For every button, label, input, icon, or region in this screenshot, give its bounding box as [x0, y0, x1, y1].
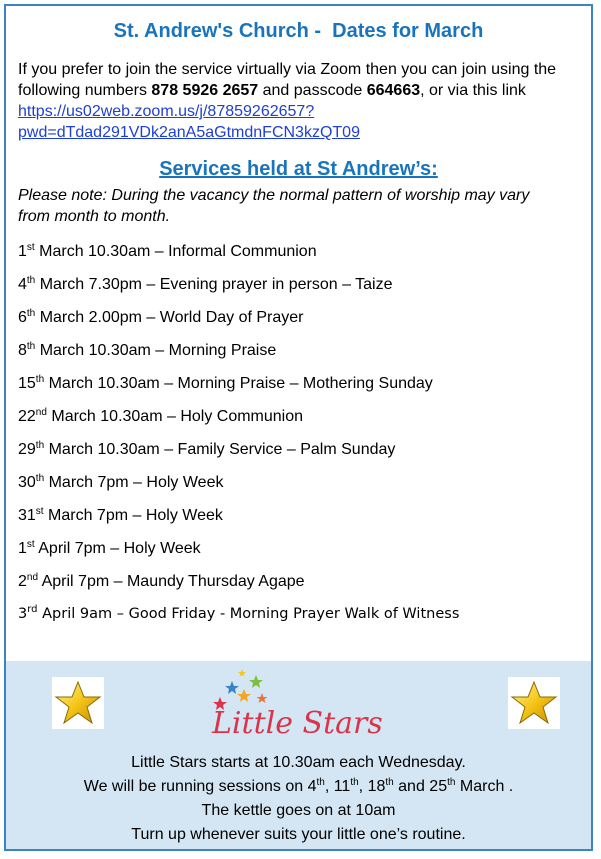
gold-star-icon: [508, 677, 560, 729]
service-item: 1st April 7pm – Holy Week: [18, 539, 201, 557]
zoom-text-c: , or via this link: [420, 82, 526, 99]
gold-star-icon: [52, 677, 104, 729]
service-item: 3rd April 9am – Good Friday - Morning Prayer Walk of Witness: [18, 604, 460, 622]
zoom-info: [18, 59, 578, 143]
zoom-link-line2[interactable]: pwd=dTdad291VDk2anA5aGtmdnFCN3kzQT09: [18, 124, 360, 141]
services-list: [18, 235, 591, 631]
service-item: 30th March 7pm – Holy Week: [18, 473, 224, 491]
service-item: 22nd March 10.30am – Holy Communion: [18, 407, 304, 425]
service-item: 1st March 10.30am – Informal Communion: [18, 242, 317, 260]
zoom-text-b: and passcode: [258, 82, 367, 99]
little-stars-logo: [206, 667, 396, 747]
service-item: 15th March 10.30am – Morning Praise – Mothering Sunday: [18, 374, 433, 392]
service-item: 4th March 7.30pm – Evening prayer in person – Taize: [18, 275, 393, 293]
services-heading: Services held at St Andrew’s:: [159, 158, 438, 180]
zoom-link-line1[interactable]: https://us02web.zoom.us/j/87859262657?: [18, 103, 315, 120]
flyer: [4, 4, 593, 851]
zoom-meeting-id: 878 5926 2657: [151, 82, 259, 99]
service-item: 8th March 10.30am – Morning Praise: [18, 341, 277, 359]
little-stars-info: [6, 751, 591, 847]
service-item: 29th March 10.30am – Family Service – Palm Sunday: [18, 440, 396, 458]
zoom-link[interactable]: [18, 101, 578, 143]
zoom-passcode: 664663: [366, 82, 421, 99]
service-item: 6th March 2.00pm – World Day of Prayer: [18, 308, 304, 326]
little-stars-line3: The kettle goes on at 10am: [201, 802, 396, 819]
service-item: 2nd April 7pm – Maundy Thursday Agape: [18, 572, 305, 590]
little-stars-logo-text: Little Stars: [212, 706, 383, 741]
little-stars-line2: We will be running sessions on 4th, 11th, 18th and 25th March .: [83, 777, 514, 795]
little-stars-line1: Little Stars starts at 10.30am each Wednesday.: [131, 754, 466, 771]
zoom-text-a: If you prefer to join the service virtually via Zoom then you can join using the following numbers: [18, 61, 557, 99]
page-title: St. Andrew's Church - Dates for March: [113, 20, 484, 42]
service-item: 31st March 7pm – Holy Week: [18, 506, 223, 524]
little-stars-line4: Turn up whenever suits your little one’s routine.: [131, 826, 466, 843]
little-stars-panel: [6, 661, 591, 849]
vacancy-note: Please note: During the vacancy the normal pattern of worship may vary from month to month.: [18, 187, 530, 225]
